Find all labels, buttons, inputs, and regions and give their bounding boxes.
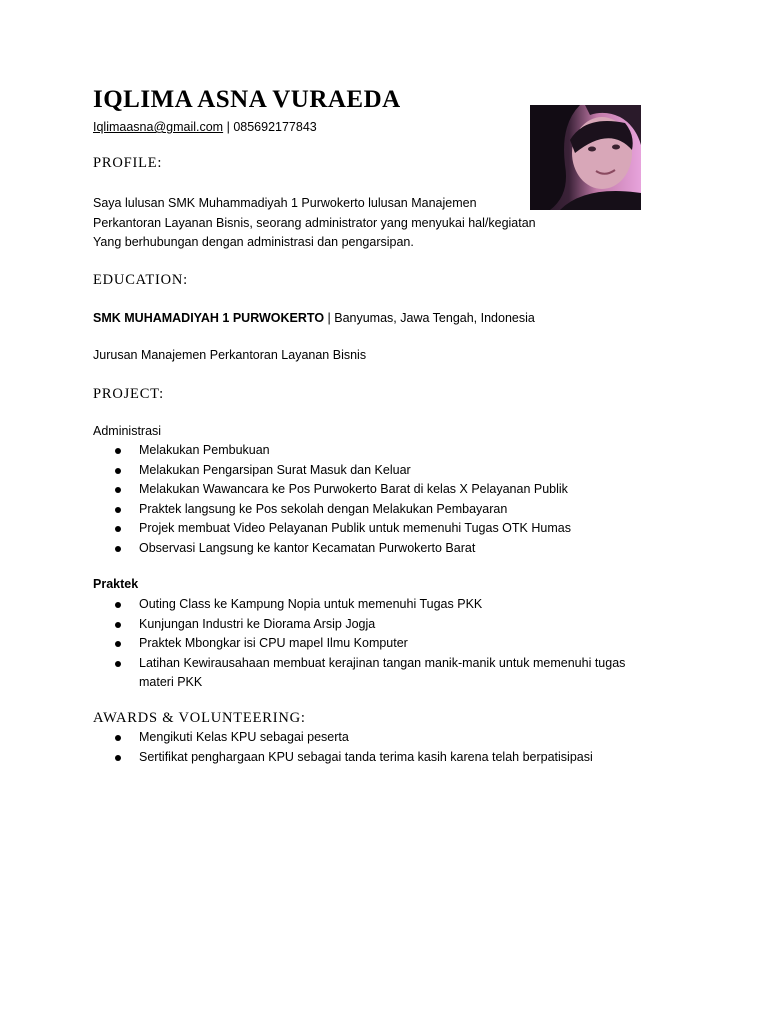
- list-item: Praktek langsung ke Pos sekolah dengan Melakukan Pembayaran: [113, 500, 659, 520]
- profile-line: Perkantoran Layanan Bisnis, seorang administrator yang menyukai hal/kegiatan: [93, 216, 536, 230]
- contact-line: [93, 120, 317, 134]
- bullet-icon: [115, 487, 121, 493]
- resume-name: IQLIMA ASNA VURAEDA: [93, 86, 401, 113]
- education-heading: EDUCATION:: [93, 272, 188, 288]
- project-administrasi-list: [113, 441, 659, 558]
- email-link[interactable]: Iqlimaasna@gmail.com: [93, 120, 224, 134]
- list-item: Outing Class ke Kampung Nopia untuk memenuhi Tugas PKK: [113, 595, 659, 615]
- contact-separator: |: [223, 120, 234, 134]
- list-item: Kunjungan Industri ke Diorama Arsip Jogja: [113, 615, 659, 635]
- list-item: Melakukan Wawancara ke Pos Purwokerto Barat di kelas X Pelayanan Publik: [113, 480, 659, 500]
- project-group-title: Praktek: [93, 577, 139, 591]
- list-item: Melakukan Pembukuan: [113, 441, 659, 461]
- awards-heading: AWARDS & VOLUNTEERING:: [93, 710, 306, 726]
- bullet-icon: [115, 661, 121, 667]
- profile-heading: PROFILE:: [93, 155, 163, 171]
- awards-list: [113, 728, 659, 767]
- profile-line: Yang berhubungan dengan administrasi dan pengarsipan.: [93, 235, 414, 249]
- bullet-icon: [115, 735, 121, 741]
- bullet-icon: [115, 448, 121, 454]
- bullet-icon: [115, 546, 121, 552]
- bullet-icon: [115, 622, 121, 628]
- list-item: Mengikuti Kelas KPU sebagai peserta: [113, 728, 659, 748]
- bullet-icon: [115, 755, 121, 761]
- list-item: Projek membuat Video Pelayanan Publik untuk memenuhi Tugas OTK Humas: [113, 519, 659, 539]
- profile-photo-image: [530, 105, 641, 210]
- education-school-line: [93, 311, 535, 325]
- phone-number: 085692177843: [233, 120, 317, 134]
- profile-line: Saya lulusan SMK Muhammadiyah 1 Purwokerto lulusan Manajemen: [93, 196, 477, 210]
- project-group-title: Administrasi: [93, 424, 162, 438]
- list-item: Latihan Kewirausahaan membuat kerajinan tangan manik-manik untuk memenuhi tugas materi PKK: [113, 654, 659, 693]
- bullet-icon: [115, 526, 121, 532]
- list-item: Melakukan Pengarsipan Surat Masuk dan Keluar: [113, 461, 659, 481]
- bullet-icon: [115, 468, 121, 474]
- school-location: | Banyumas, Jawa Tengah, Indonesia: [324, 311, 535, 325]
- profile-photo: [530, 105, 641, 210]
- list-item: Sertifikat penghargaan KPU sebagai tanda terima kasih karena telah berpatisipasi: [113, 748, 659, 768]
- list-item: Observasi Langsung ke kantor Kecamatan Purwokerto Barat: [113, 539, 659, 559]
- bullet-icon: [115, 602, 121, 608]
- bullet-icon: [115, 507, 121, 513]
- project-heading: PROJECT:: [93, 386, 164, 402]
- project-praktek-list: [113, 595, 659, 693]
- bullet-icon: [115, 641, 121, 647]
- school-name: SMK MUHAMADIYAH 1 PURWOKERTO: [93, 311, 325, 325]
- education-major: Jurusan Manajemen Perkantoran Layanan Bisnis: [93, 348, 367, 362]
- list-item: Praktek Mbongkar isi CPU mapel Ilmu Komputer: [113, 634, 659, 654]
